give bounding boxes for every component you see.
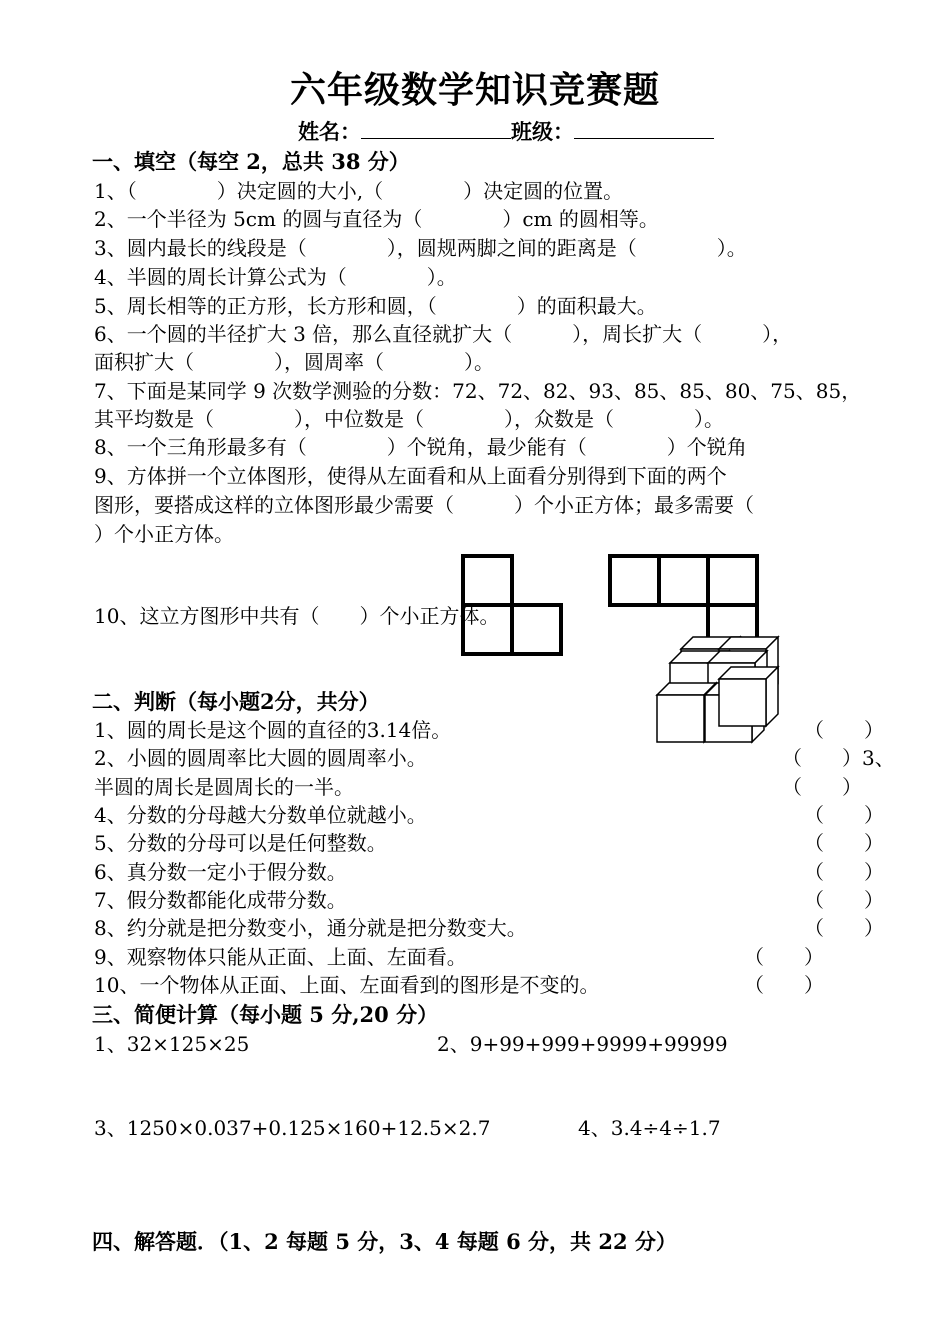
- page-title: 六年级数学知识竞赛题: [289, 69, 660, 111]
- answer-bracket[interactable]: （ ）: [782, 775, 862, 799]
- judge-question: 8、约分就是把分数变小，通分就是把分数变大。: [94, 916, 527, 940]
- answer-bracket[interactable]: （ ）: [744, 973, 824, 997]
- answer-bracket[interactable]: （ ）: [804, 916, 884, 940]
- fill-question-cont: 其平均数是（ ），中位数是（ ），众数是（ ）。: [94, 407, 724, 431]
- answer-bracket[interactable]: （ ）3、: [782, 746, 895, 770]
- fill-question: 4、半圆的周长计算公式为（ ）。: [94, 265, 457, 289]
- fill-question-cont: 面积扩大（ ），圆周率（ ）。: [94, 350, 494, 374]
- fill-question: 2、一个半径为 5cm 的圆与直径为（ ）cm 的圆相等。: [94, 207, 659, 231]
- judge-question: 5、分数的分母可以是任何整数。: [94, 831, 387, 855]
- answer-bracket[interactable]: （ ）: [744, 945, 824, 969]
- judge-question: 4、分数的分母越大分数单位就越小。: [94, 803, 427, 827]
- answer-bracket[interactable]: （ ）: [804, 888, 884, 912]
- judge-question: 10、一个物体从正面、上面、左面看到的图形是不变的。: [94, 973, 600, 997]
- judge-question: 9、观察物体只能从正面、上面、左面看。: [94, 945, 467, 969]
- fill-question: 8、一个三角形最多有（ ）个锐角，最少能有（ ）个锐角: [94, 435, 747, 459]
- answer-bracket[interactable]: （ ）: [804, 803, 884, 827]
- judge-question: 7、假分数都能化成带分数。: [94, 888, 347, 912]
- cube-face: [657, 695, 704, 742]
- fill-question: 1、（ ）决定圆的大小,（ ）决定圆的位置。: [94, 179, 624, 203]
- judge-question: 半圆的周长是圆周长的一半。: [94, 775, 354, 799]
- name-label: 姓名：: [298, 119, 361, 144]
- section3-heading: 三、简便计算（每小题 5 分,20 分）: [92, 1002, 439, 1027]
- answer-bracket[interactable]: （ ）: [804, 831, 884, 855]
- judge-question: 6、真分数一定小于假分数。: [94, 860, 347, 884]
- calc-problem: 1、32×125×25: [94, 1032, 250, 1056]
- fill-question: 9、方体拼一个立体图形，使得从左面看和从上面看分别得到下面的两个: [94, 464, 727, 488]
- fill-question-cont: 图形，要搭成这样的立体图形最少需要（ ）个小正方体；最多需要（: [94, 493, 754, 517]
- calc-problem: 2、9+99+999+9999+99999: [437, 1032, 728, 1056]
- fill-question: 7、下面是某同学 9 次数学测验的分数：72、72、82、93、85、85、80、75、85，: [94, 379, 862, 403]
- fill-question: 6、一个圆的半径扩大 3 倍，那么直径就扩大（ ），周长扩大（ ），: [94, 322, 793, 346]
- cube-face: [719, 679, 766, 726]
- fill-question: 3、圆内最长的线段是（ ），圆规两脚之间的距离是（ ）。: [94, 236, 747, 260]
- calc-problem: 3、1250×0.037+0.125×160+12.5×2.7: [94, 1116, 491, 1140]
- fill-question-cont: ）个小正方体。: [94, 522, 234, 546]
- class-label: 班级：: [511, 119, 574, 144]
- judge-question: 1、圆的周长是这个圆的直径的3.14倍。: [94, 718, 452, 742]
- judge-question: 2、小圆的圆周率比大圆的圆周率小。: [94, 746, 427, 770]
- answer-bracket[interactable]: （ ）: [804, 718, 884, 742]
- fill-question: 5、周长相等的正方形，长方形和圆，（ ）的面积最大。: [94, 294, 657, 318]
- answer-bracket[interactable]: （ ）: [804, 860, 884, 884]
- section4-heading: 四、解答题．（1、2 每题 5 分，3、4 每题 6 分，共 22 分）: [92, 1229, 677, 1254]
- section1-heading: 一、填空（每空 2，总共 38 分）: [92, 149, 410, 174]
- fill-question: 10、这立方图形中共有（ ）个小正方体。: [94, 604, 500, 628]
- calc-problem: 4、3.4÷4÷1.7: [578, 1116, 721, 1140]
- section2-heading: 二、判断（每小题2分，共分）: [92, 689, 380, 714]
